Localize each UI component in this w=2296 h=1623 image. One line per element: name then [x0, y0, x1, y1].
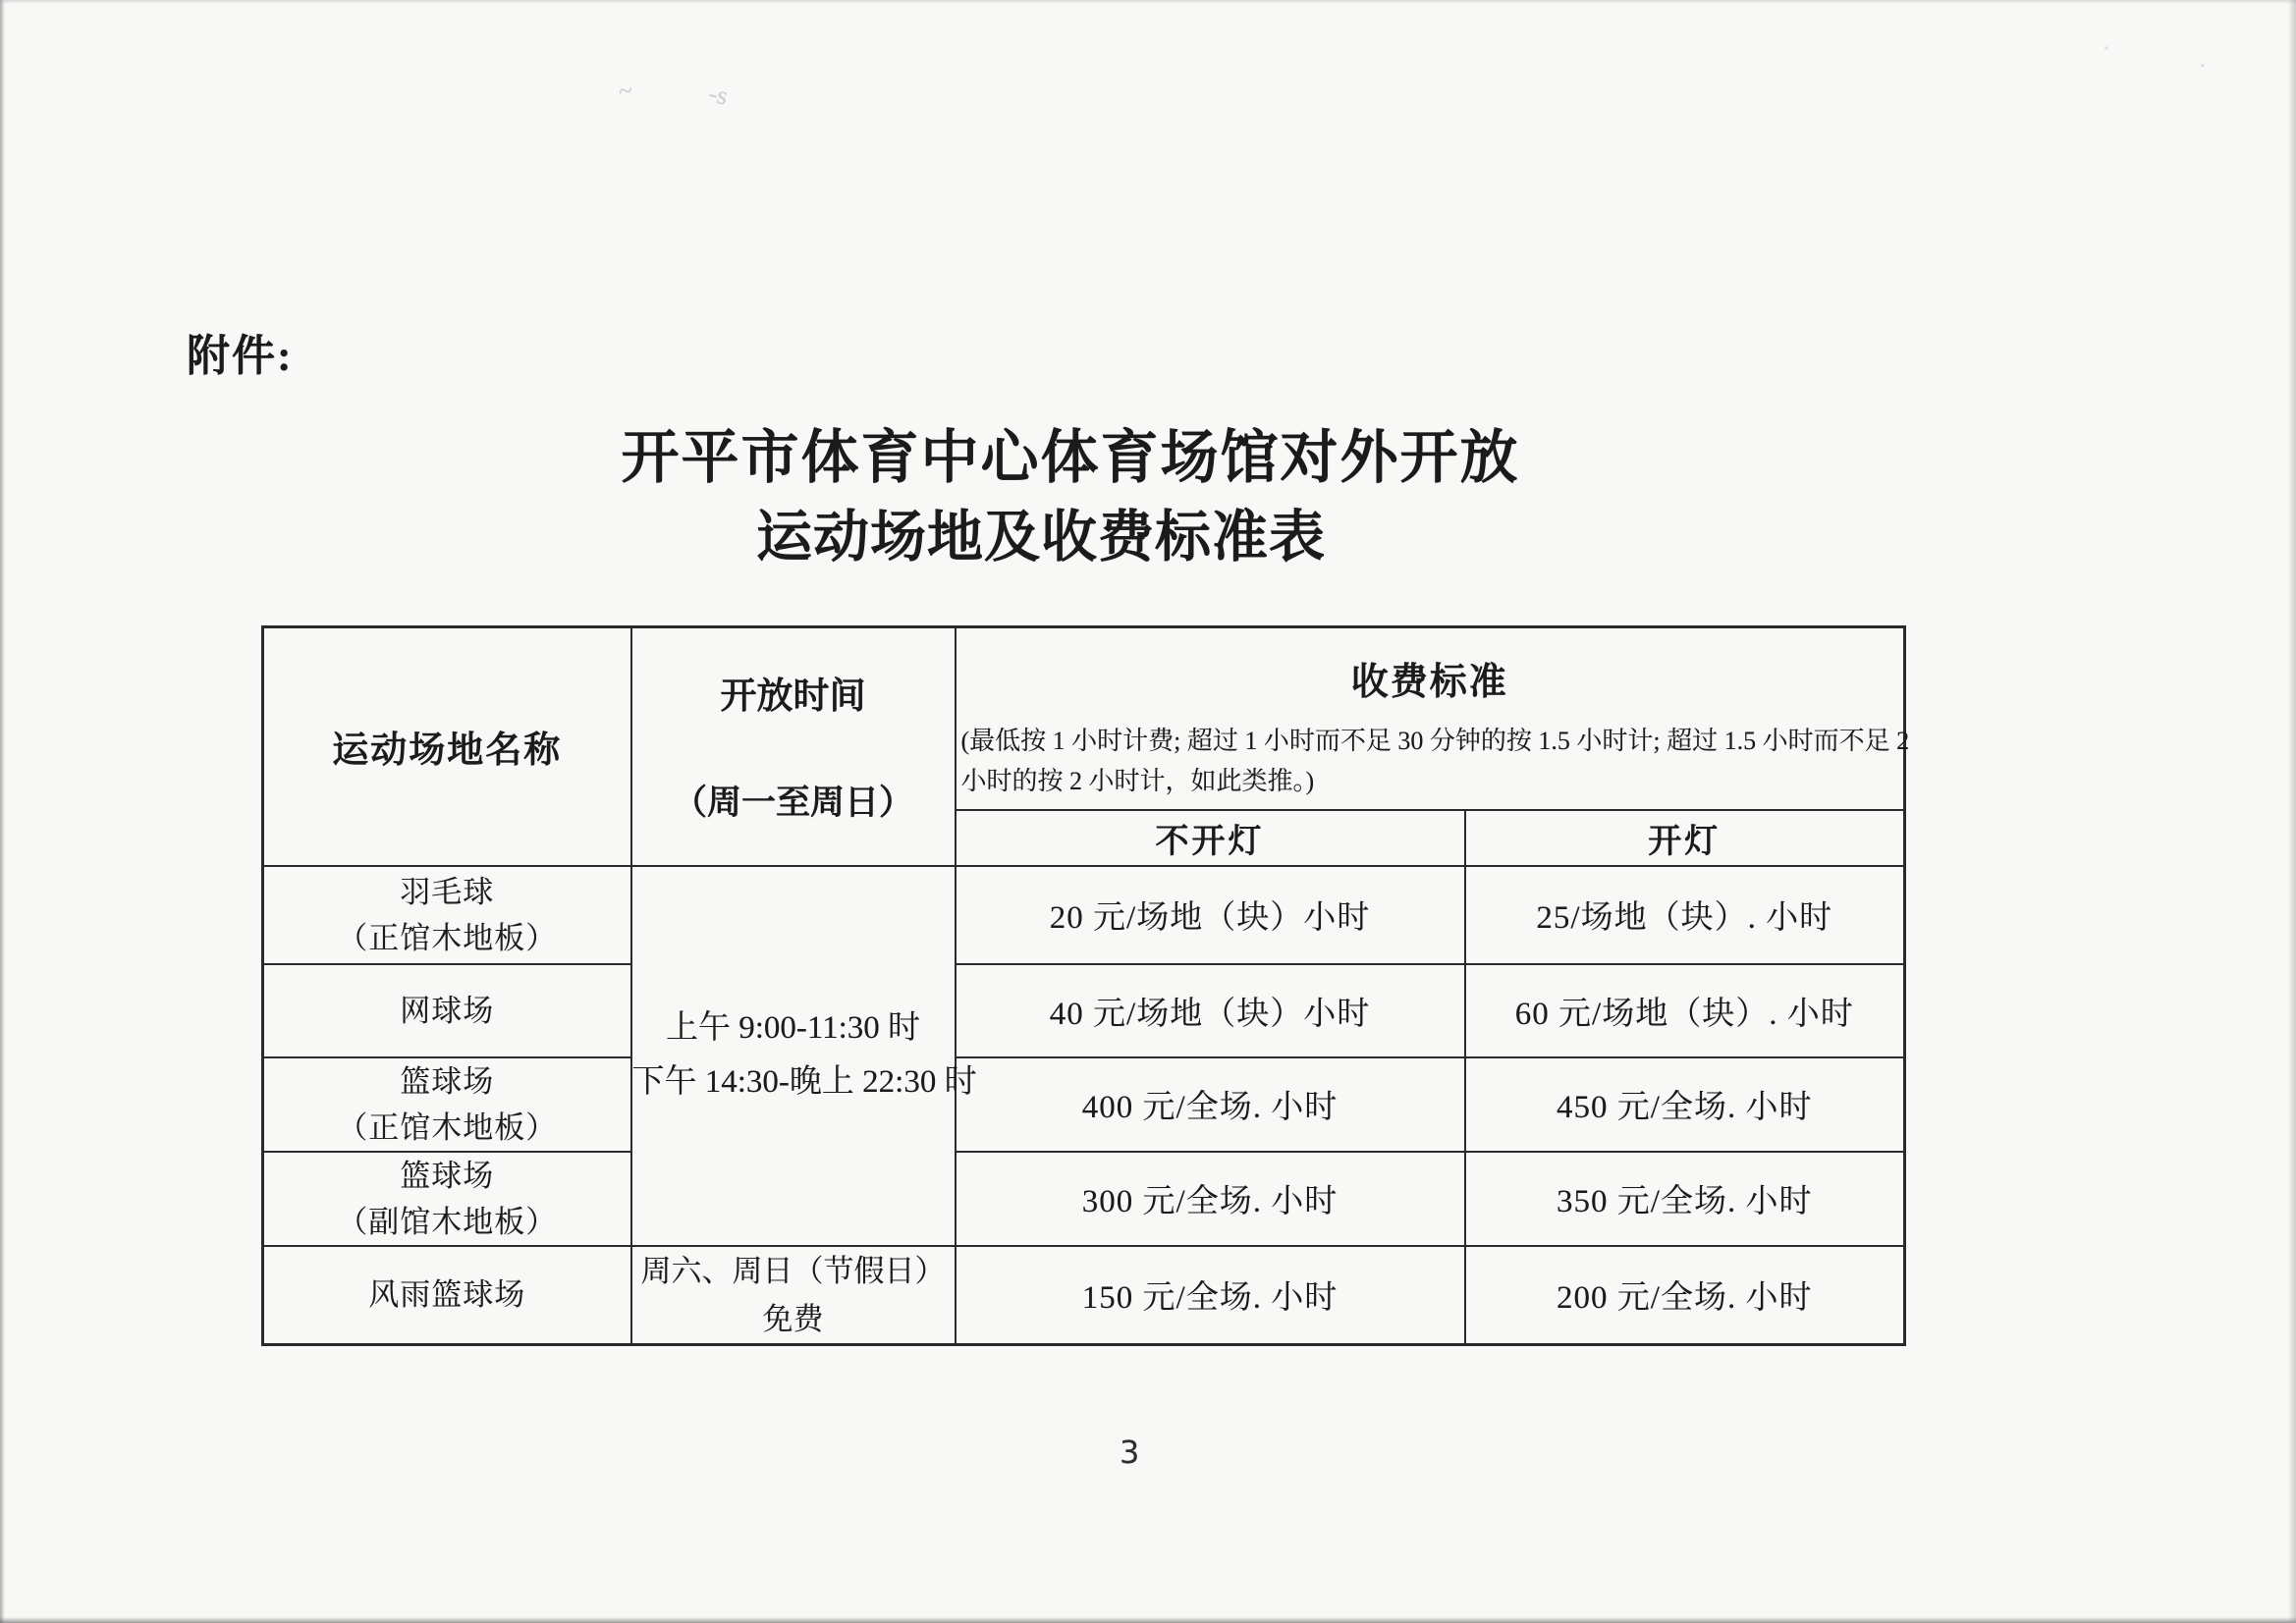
- weekend-time-line-1: 周六、周日（节假日）: [640, 1253, 946, 1288]
- document-title-line-2: 运动场地及收费标准表: [756, 507, 1326, 568]
- table-row-badminton: [263, 866, 1905, 964]
- scan-edge-shadow-bottom: [0, 1617, 2296, 1623]
- scan-edge-shadow-right: [2288, 0, 2296, 1623]
- table-row-tennis: [263, 964, 1905, 1057]
- venue-cell-badminton: [263, 866, 631, 964]
- scan-artifact: ·: [2091, 41, 2121, 55]
- venue-name-line-2: （副馆木地板）: [337, 1204, 558, 1239]
- venue-name-line-1: 羽毛球: [400, 874, 495, 909]
- col-header-lights-off: 不开灯: [956, 810, 1465, 866]
- page-number: 3: [1120, 1434, 1140, 1471]
- venue-name-line-2: （正馆木地板）: [337, 920, 558, 955]
- fee-cell-basketball-aux-lights-off: 300 元/全场. 小时: [956, 1152, 1465, 1246]
- weekend-time-line-2: 免费: [762, 1301, 824, 1336]
- fee-cell-tennis-lights-off: 40 元/场地（块）小时: [956, 964, 1465, 1057]
- open-time-header-subtitle: （周一至周日）: [672, 784, 913, 823]
- fee-note-line-2: 小时的按 2 小时计，如此类推。): [960, 767, 1315, 796]
- fee-standard-note: [957, 721, 1910, 801]
- venue-name-line-1: 风雨篮球场: [368, 1277, 526, 1312]
- venue-cell-tennis: [263, 964, 631, 1057]
- weekday-time-line-1: 上午 9:00-11:30 时: [665, 1010, 921, 1046]
- scan-artifact: ~: [616, 76, 634, 106]
- scan-artifact: ·: [2187, 56, 2217, 75]
- attachment-label: 附件:: [187, 332, 294, 380]
- fee-cell-covered-basketball-lights-off: 150 元/全场. 小时: [956, 1246, 1465, 1345]
- venue-name-line-1: 网球场: [400, 993, 495, 1028]
- fee-note-line-1: (最低按 1 小时计费; 超过 1 小时而不足 30 分钟的按 1.5 小时计; 超过 1.5 小时而不足 2: [960, 727, 1910, 756]
- venue-name-line-1: 篮球场: [400, 1158, 495, 1193]
- fee-cell-covered-basketball-lights-on: 200 元/全场. 小时: [1465, 1246, 1905, 1345]
- open-time-weekday-cell: [631, 866, 977, 1246]
- table-header-row: [263, 627, 1905, 810]
- col-header-venue-name: 运动场地名称: [263, 627, 631, 866]
- venue-cell-basketball-main: [263, 1057, 631, 1152]
- fee-cell-basketball-main-lights-on: 450 元/全场. 小时: [1465, 1057, 1905, 1152]
- venue-name-line-2: （正馆木地板）: [337, 1109, 558, 1145]
- weekday-time-line-2: 下午 14:30-晚上 22:30 时: [631, 1064, 977, 1100]
- scan-artifact: -s: [706, 79, 731, 111]
- table-row-covered-basketball: [263, 1246, 1905, 1345]
- fee-cell-basketball-main-lights-off: 400 元/全场. 小时: [956, 1057, 1465, 1152]
- scan-edge-shadow-top: [0, 0, 2296, 4]
- fee-cell-tennis-lights-on: 60 元/场地（块）. 小时: [1465, 964, 1905, 1057]
- venue-cell-basketball-aux: [263, 1152, 631, 1246]
- open-time-weekend-cell: [631, 1246, 956, 1345]
- scan-edge-shadow-left: [0, 0, 5, 1623]
- fee-standard-title: 收费标准: [1350, 662, 1508, 704]
- table-row-basketball-aux: [263, 1152, 1905, 1246]
- fee-table: [261, 625, 1910, 1346]
- fee-cell-badminton-lights-off: 20 元/场地（块）小时: [956, 866, 1465, 964]
- venue-name-line-1: 篮球场: [400, 1063, 495, 1099]
- venue-cell-covered-basketball: [263, 1246, 631, 1345]
- col-header-open-time: [631, 627, 956, 866]
- fee-cell-basketball-aux-lights-on: 350 元/全场. 小时: [1465, 1152, 1905, 1246]
- fee-cell-badminton-lights-on: 25/场地（块）. 小时: [1465, 866, 1905, 964]
- document-title-line-1: 开平市体育中心体育场馆对外开放: [621, 425, 1520, 490]
- table-row-basketball-main: [263, 1057, 1905, 1152]
- col-header-fee-standard: [956, 627, 1910, 810]
- col-header-lights-on: 开灯: [1465, 810, 1905, 866]
- open-time-header-title: 开放时间: [720, 676, 866, 718]
